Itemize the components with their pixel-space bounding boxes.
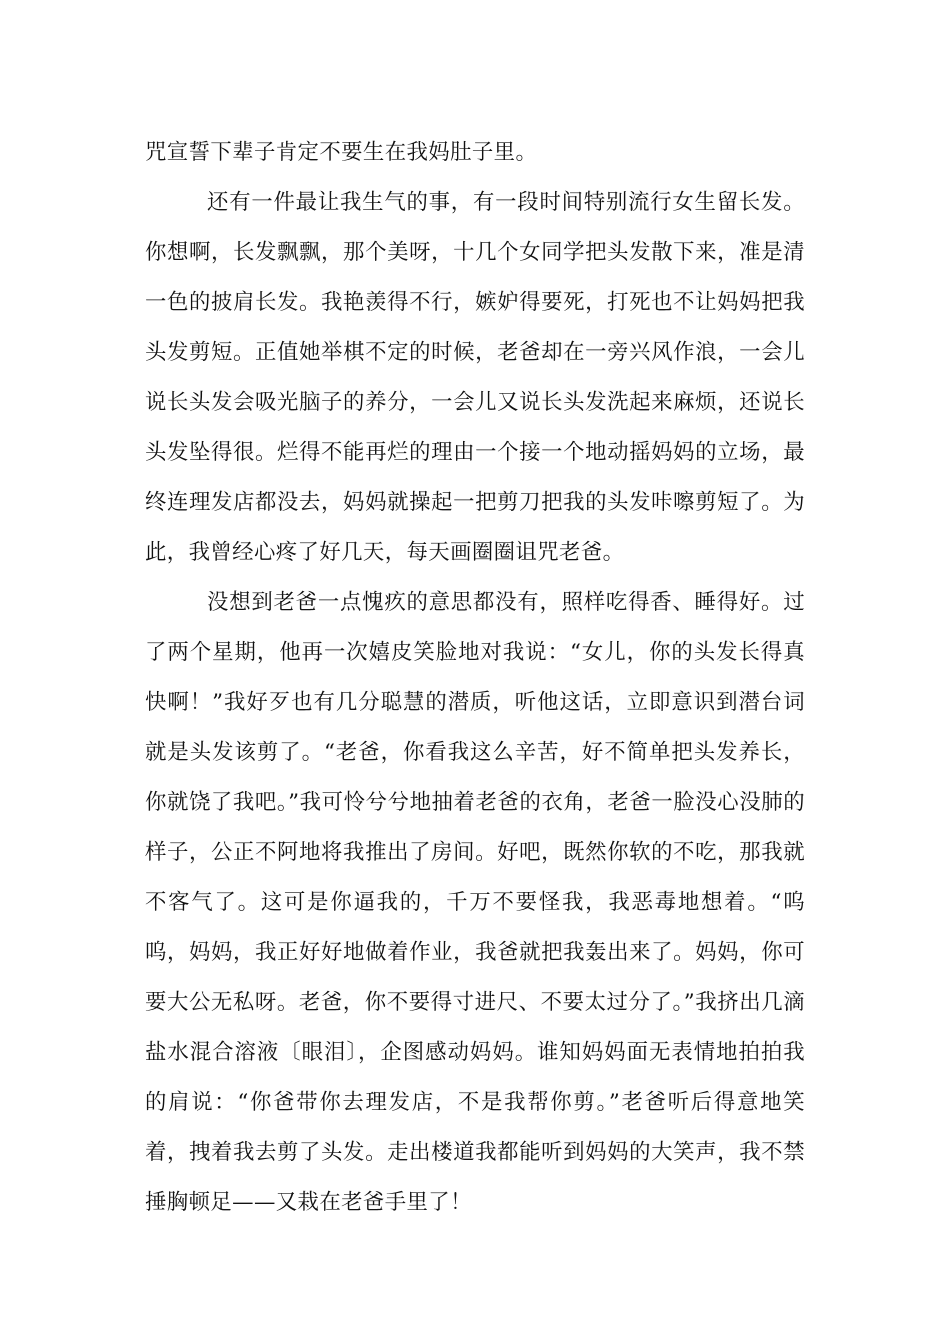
paragraph-haircut: 没想到老爸一点愧疚的意思都没有，照样吃得香、睡得好。过了两个星期，他再一次嬉皮笑脸地对我说：“女儿，你的头发长得真快啊！”我好歹也有几分聪慧的潜质，听他这话，立即意识到潜台词就是头发该剪了。“老爸，你看我这么辛苦，好不简单把头发养长，你就饶了我吧。”我可怜兮兮地抽着老爸的衣角，老爸一脸没心没肺的样子，公正不阿地将我推出了房间。好吧，既然你软的不吃，那我就不客气了。这可是你逼我的，千万不要怪我，我恶毒地想着。“呜呜，妈妈，我正好好地做着作业，我爸就把我轰出来了。妈妈，你可要大公无私呀。老爸，你不要得寸进尺、不要太过分了。”我挤出几滴盐水混合溶液〔眼泪〕，企图感动妈妈。谁知妈妈面无表情地拍拍我的肩说：“你爸带你去理发店，不是我帮你剪。”老爸听后得意地笑着，拽着我去剪了头发。走出楼道我都能听到妈妈的大笑声，我不禁捶胸顿足——又栽在老爸手里了！ (145, 590, 805, 1215)
paragraph-long-hair: 还有一件最让我生气的事，有一段时间特别流行女生留长发。你想啊，长发飘飘，那个美呀，十几个女同学把头发散下来，准是清一色的披肩长发。我艳羡得不行，嫉妒得要死，打死也不让妈妈把我头发剪短。正值她举棋不定的时候，老爸却在一旁兴风作浪，一会儿说长头发会吸光脑子的养分，一会儿又说长头发洗起来麻烦，还说长头发坠得很。烂得不能再烂的理由一个接一个地动摇妈妈的立场，最终连理发店都没去，妈妈就操起一把剪刀把我的头发咔嚓剪短了。为此，我曾经心疼了好几天，每天画圈圈诅咒老爸。 (145, 190, 805, 565)
body-text (145, 128, 805, 1228)
paragraph-continuation: 咒宣誓下辈子肯定不要生在我妈肚子里。 (145, 140, 538, 165)
